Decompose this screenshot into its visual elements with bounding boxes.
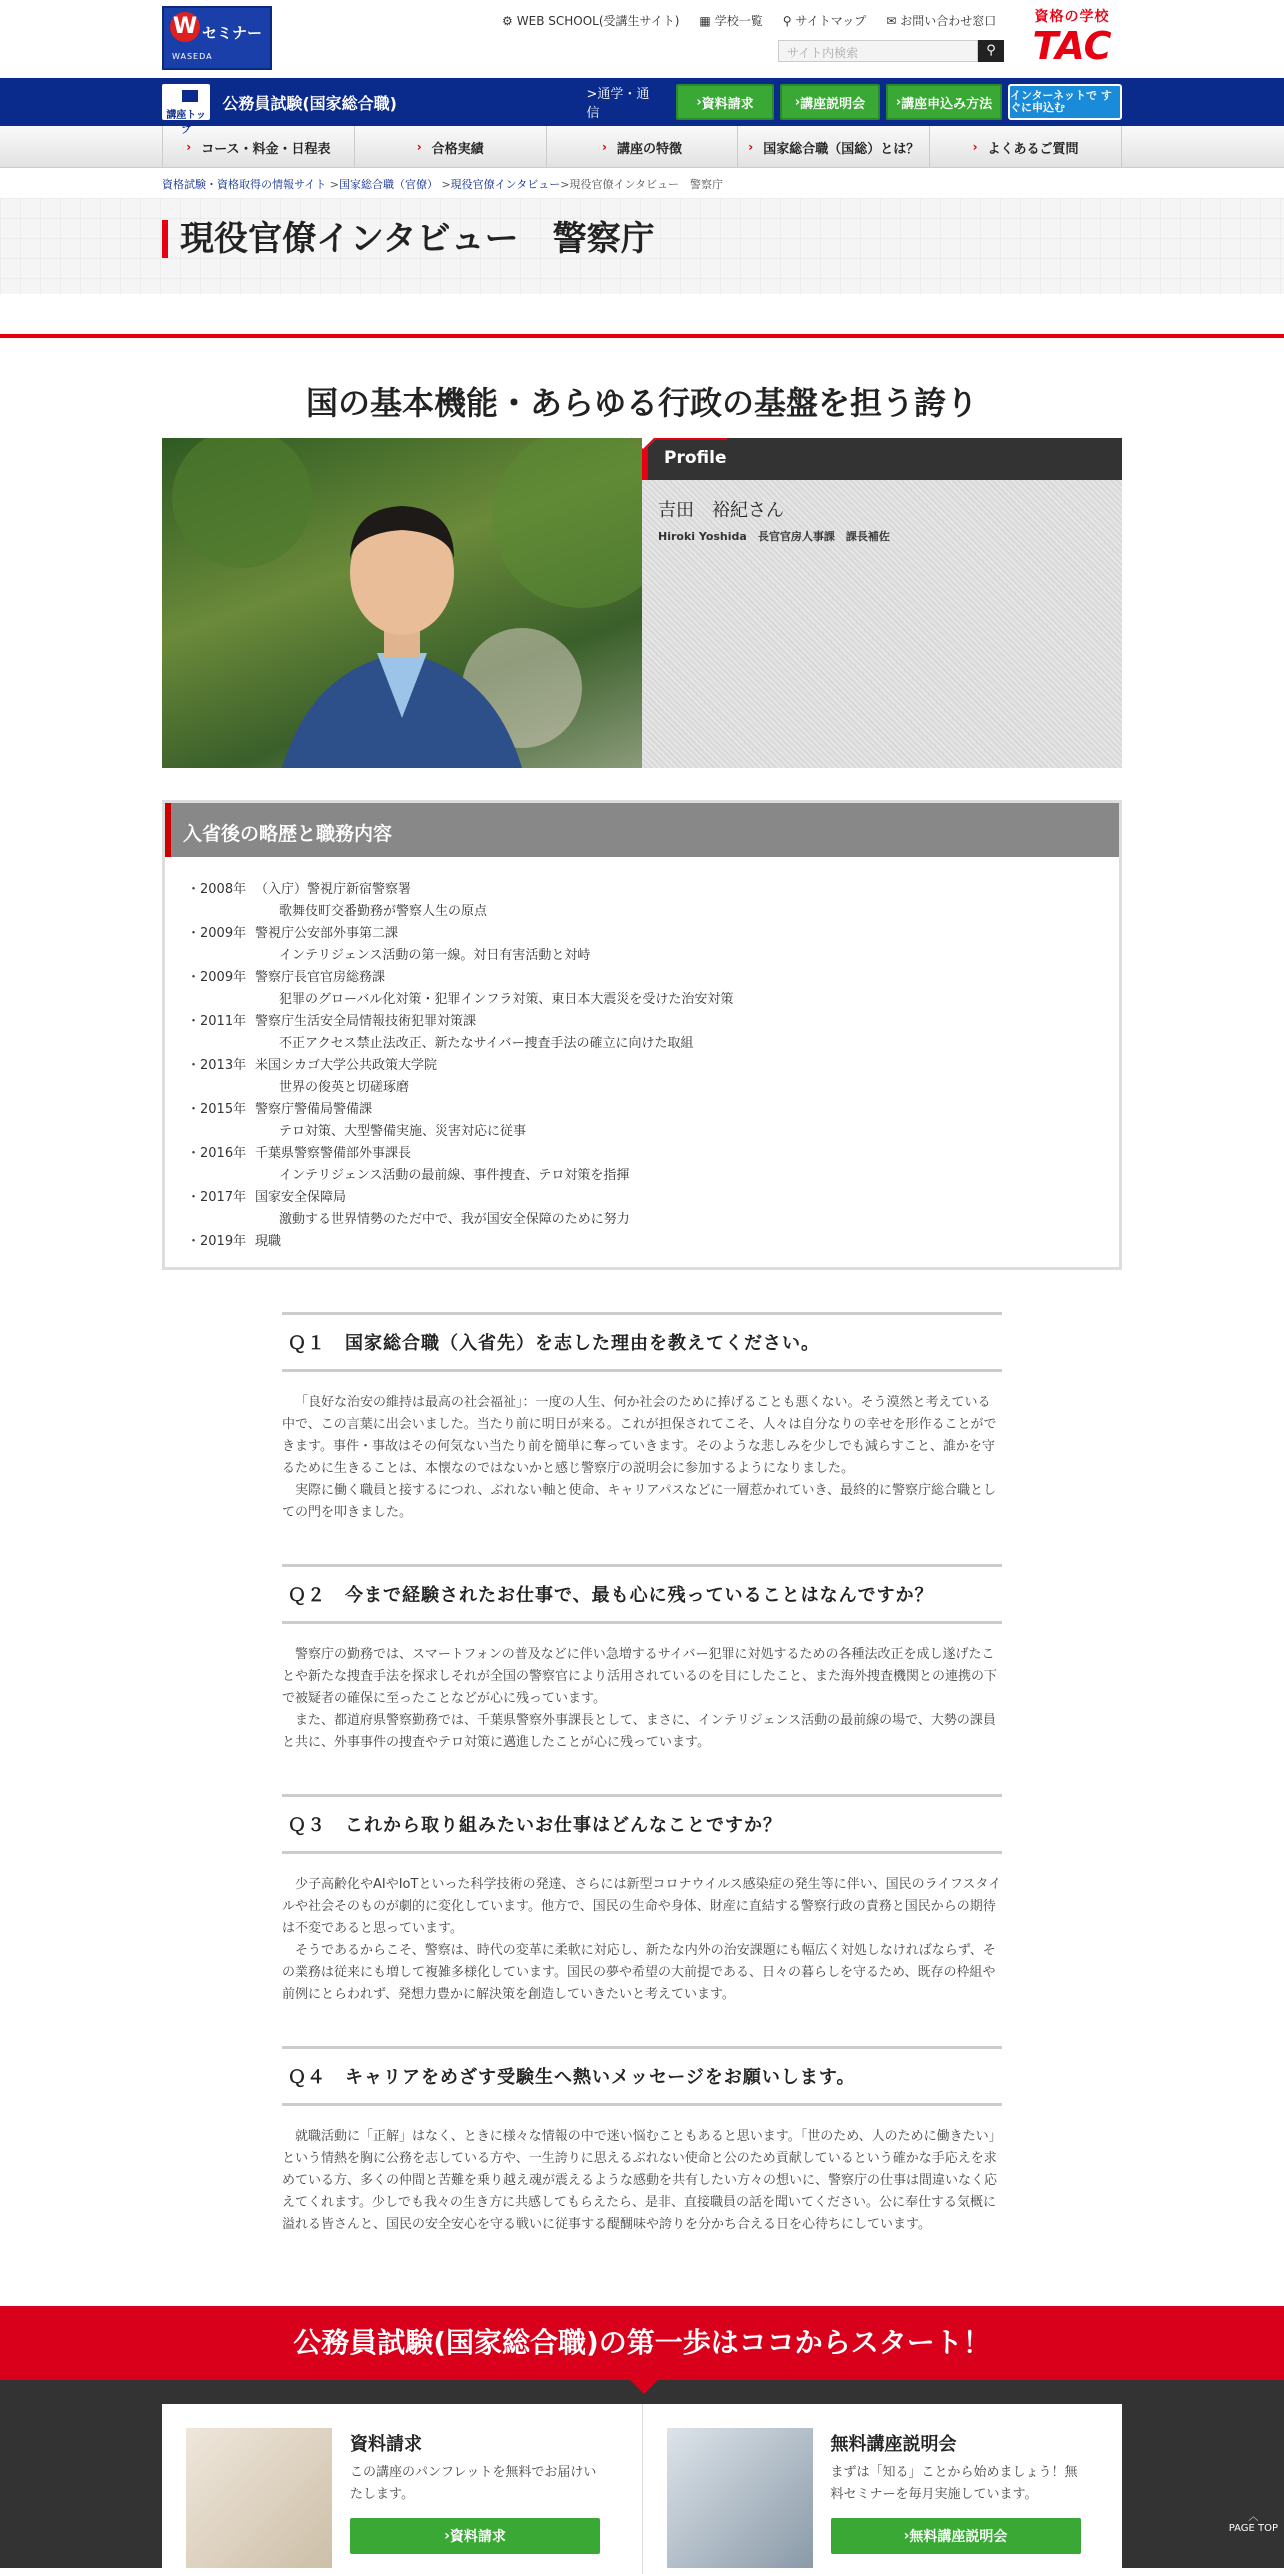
- career-item: ・2009年 警察庁長官官房総務課 犯罪のグローバル化対策・犯罪インフラ対策、東日本大震災を受けた治安対策: [187, 970, 734, 1007]
- nav-course[interactable]: › コース・料金・日程表: [162, 126, 354, 168]
- cta-box-seminar: [643, 2404, 1123, 2574]
- career-item: ・2019年 現職: [187, 1234, 282, 1249]
- top-links: [502, 12, 996, 29]
- course-top-button[interactable]: 講座トップ: [162, 84, 210, 120]
- chevron-right-icon: ›: [416, 140, 422, 154]
- nav-results[interactable]: › 合格実績: [354, 126, 546, 168]
- request-materials-button[interactable]: › 資料請求: [350, 2518, 600, 2554]
- mail-icon: ✉: [886, 13, 897, 28]
- cta-box-materials: [162, 2404, 643, 2574]
- page-title: 現役官僚インタビュー 警察庁: [162, 220, 655, 258]
- chevron-right-icon: ›: [972, 140, 978, 154]
- lead-heading: 国の基本機能・あらゆる行政の基盤を担う誇り: [305, 384, 978, 422]
- mode-link[interactable]: >通学・通信: [586, 87, 650, 121]
- tac-logo[interactable]: [1022, 6, 1122, 68]
- page-top-button[interactable]: ︿ PAGE TOP: [1229, 2508, 1278, 2534]
- logo-badge: W: [170, 12, 200, 42]
- course-title: 公務員試験(国家総合職): [222, 93, 397, 113]
- career-item: ・2011年 警察庁生活安全局情報技術犯罪対策課 不正アクセス禁止法改正、新たなサイバー捜査手法の確立に向けた取組: [187, 1014, 694, 1051]
- question-heading: Ｑ４ キャリアをめざす受験生へ熱いメッセージをお願いします。: [282, 2046, 1002, 2106]
- cta-box-text: まずは「知る」ことから始めましょう！無料セミナーを毎月実施しています。: [830, 2465, 1078, 2502]
- divider: [0, 334, 1284, 338]
- sitemap-icon: ⚲: [782, 13, 792, 28]
- site-header: [162, 0, 1122, 78]
- main-nav: [0, 126, 1284, 168]
- top-link-sitemap[interactable]: ⚲ サイトマップ: [782, 13, 867, 28]
- chevron-right-icon: ›: [602, 140, 607, 154]
- logo-sub: WASEDA: [172, 52, 213, 61]
- career-list: [165, 857, 1119, 1253]
- breadcrumb-current: 現役官僚インタビュー 警察庁: [569, 178, 724, 191]
- breadcrumb: 資格試験・資格取得の情報サイト >国家総合職（官僚） >現役官僚インタビュー>現役官僚インタビュー 警察庁: [162, 178, 724, 191]
- gear-icon: ⚙: [502, 13, 513, 28]
- chevron-right-icon: ›: [186, 140, 192, 154]
- cta-box-title: 無料講座説明会: [830, 2434, 957, 2455]
- breadcrumb-link[interactable]: 現役官僚インタビュー: [450, 178, 561, 191]
- tac-tagline: 資格の学校: [1034, 9, 1110, 25]
- career-item: ・2017年 国家安全保障局 激動する世界情勢のただ中で、我が国安全保障のために努力: [187, 1190, 630, 1227]
- search-input[interactable]: サイト内検索: [778, 40, 978, 62]
- question-heading: Ｑ３ これから取り組みたいお仕事はどんなことですか？: [282, 1794, 1002, 1854]
- request-materials-button[interactable]: › 資料請求: [676, 84, 774, 120]
- profile-name: 吉田 裕紀さん: [658, 500, 784, 521]
- info-session-button[interactable]: › 講座説明会: [780, 84, 880, 120]
- top-link-contact[interactable]: ✉ お問い合わせ窓口: [886, 13, 997, 28]
- profile-role: Hiroki Yoshida 長官官房人事課 課長補佐: [658, 530, 890, 543]
- question-heading: Ｑ２ 今まで経験されたお仕事で、最も心に残っていることはなんですか？: [282, 1564, 1002, 1624]
- search-icon[interactable]: ⚲: [978, 40, 1004, 62]
- breadcrumb-link[interactable]: 資格試験・資格取得の情報サイト: [162, 178, 327, 191]
- tac-name: TAC: [1032, 24, 1112, 68]
- nav-features[interactable]: › 講座の特徴: [546, 126, 738, 168]
- career-box: [162, 800, 1122, 1270]
- cta-section: [0, 2306, 1284, 2568]
- profile-photo: [162, 438, 642, 768]
- career-heading: 入省後の略歴と職務内容: [165, 803, 1119, 857]
- career-item: ・2013年 米国シカゴ大学公共政策大学院 世界の俊英と切磋琢磨: [187, 1058, 438, 1095]
- cta-banner: 公務員試験(国家総合職)の第一歩はココからスタート！: [0, 2306, 1284, 2380]
- answer-text: 警察庁の勤務では、スマートフォンの普及などに伴い急増するサイバー犯罪に対処するための各種法改正を成し遂げたことや新たな捜査手法を探求しそれが全国の警察官により活用されているのを目にしたこと、また海外捜査機関との連携の下で被疑者の確保に至ったことなどが心に残っています。 また、都道府県警察勤務では、千葉県警察外事課長として、まさに、インテリジェンス活動の最前線の場で、大勢の課員と共に、外事事件の捜査やテロ対策に邁進したことが心に残っています。: [282, 1647, 998, 1750]
- cta-box-text: この講座のパンフレットを無料でお届けいたします。: [350, 2465, 597, 2502]
- waseda-seminar-logo[interactable]: [162, 6, 272, 70]
- pen-image: [186, 2428, 332, 2568]
- chevron-right-icon: ›: [748, 140, 754, 154]
- top-link-webschool[interactable]: ⚙ WEB SCHOOL(受講生サイト): [502, 13, 680, 28]
- page-title-area: [0, 198, 1284, 294]
- top-link-schools[interactable]: ▦ 学校一覧: [699, 13, 763, 28]
- career-item: ・2015年 警察庁警備局警備課 テロ対策、大型警備実施、災害対応に従事: [187, 1102, 527, 1139]
- profile-heading: Profile: [642, 438, 1122, 480]
- qa-block: [282, 1794, 1002, 2006]
- cta-box-title: 資料請求: [350, 2434, 422, 2455]
- question-heading: Ｑ１ 国家総合職（入省先）を志した理由を教えてください。: [282, 1312, 1002, 1372]
- building-icon: ▦: [699, 13, 711, 28]
- breadcrumb-link[interactable]: 国家総合職（官僚）: [338, 178, 438, 191]
- net-apply-button[interactable]: インターネットで すぐに申込む: [1008, 84, 1122, 120]
- career-item: ・2009年 警視庁公安部外事第二課 インテリジェンス活動の第一線。対日有害活動と対峙: [187, 926, 591, 963]
- career-item: ・2008年 （入庁）警視庁新宿警察署 歌舞伎町交番勤務が警察人生の原点: [187, 882, 488, 919]
- nav-faq[interactable]: › よくあるご質問: [929, 126, 1122, 168]
- answer-text: 「良好な治安の維持は最高の社会福祉」：一度の人生、何か社会のために捧げることも悪くない。そう漠然と考えている中で、この言葉に出会いました。当たり前に明日が来る。これが担保されてこそ、人々は自分なりの幸せを形作ることができます。事件・事故はその何気ない当たり前を簡単に奪っていきます。そのような悲しみを少しでも減らすこと、誰かを守るために生きることは、本懐なのではないかと感じ警察庁の説明会に参加するようになりました。 実際に働く職員と接するにつれ、ぶれない軸と使命、キャリアパスなどに一層惹かれていき、最終的に警察庁総合職としての門を叩きました。: [282, 1395, 997, 1520]
- qa-block: [282, 1312, 1002, 1524]
- nav-about[interactable]: › 国家総合職（国総）とは？: [737, 126, 929, 168]
- course-buttons: [676, 84, 1122, 120]
- course-bar: [0, 78, 1284, 136]
- profile-card: [642, 438, 1122, 768]
- chevron-up-icon: ︿: [1248, 2512, 1259, 2523]
- cta-boxes: [162, 2404, 1122, 2574]
- portrait-illustration: [162, 438, 642, 768]
- qa-block: [282, 2046, 1002, 2236]
- profile-section: [162, 438, 1122, 768]
- answer-text: 少子高齢化やAIやIoTといった科学技術の発達、さらには新型コロナウイルス感染症の発生等に伴い、国民のライフスタイルや社会そのものが劇的に変化しています。他方で、国民の生命や身体、財産に直結する警察行政の責務と国民からの期待は不変であると思っています。 そうであるからこそ、警察は、時代の変革に柔軟に対応し、新たな内外の治安課題にも幅広く対処しなければならず、その業務は従来にも増して複雑多様化しています。国民の夢や希望の大前提である、日々の暮らしを守るため、既存の枠組や前例にとらわれず、発想力豊かに解決策を創造していきたいと考えています。: [282, 1877, 1002, 2002]
- seminar-button[interactable]: › 無料講座説明会: [831, 2518, 1081, 2554]
- qa-block: [282, 1564, 1002, 1754]
- apply-method-button[interactable]: › 講座申込み方法: [886, 84, 1002, 120]
- classroom-image: [667, 2428, 813, 2568]
- career-item: ・2016年 千葉県警察警備部外事課長 インテリジェンス活動の最前線、事件捜査、テロ対策を指揮: [187, 1146, 630, 1183]
- answer-text: 就職活動に「正解」はなく、ときに様々な情報の中で迷い悩むこともあると思います。「世のため、人のために働きたい」という情熱を胸に公務を志している方や、一生誇りに思えるぶれない使命と公のため貢献しているという確かな手応えを求めている方、多くの仲間と苦難を乗り越え魂が震えるような感動を共有したい方々の想いに、警察庁の仕事は間違いなく応えてくれます。少しでも我々の生き方に共感してもらえたら、是非、直接職員の話を聞いてください。公に奉仕する気概に溢れる皆さんと、国民の安全安心を守る戦いに従事する醍醐味や誇りを分かち合える日を心待ちにしています。: [282, 2129, 1002, 2232]
- logo-text: セミナー: [202, 24, 263, 42]
